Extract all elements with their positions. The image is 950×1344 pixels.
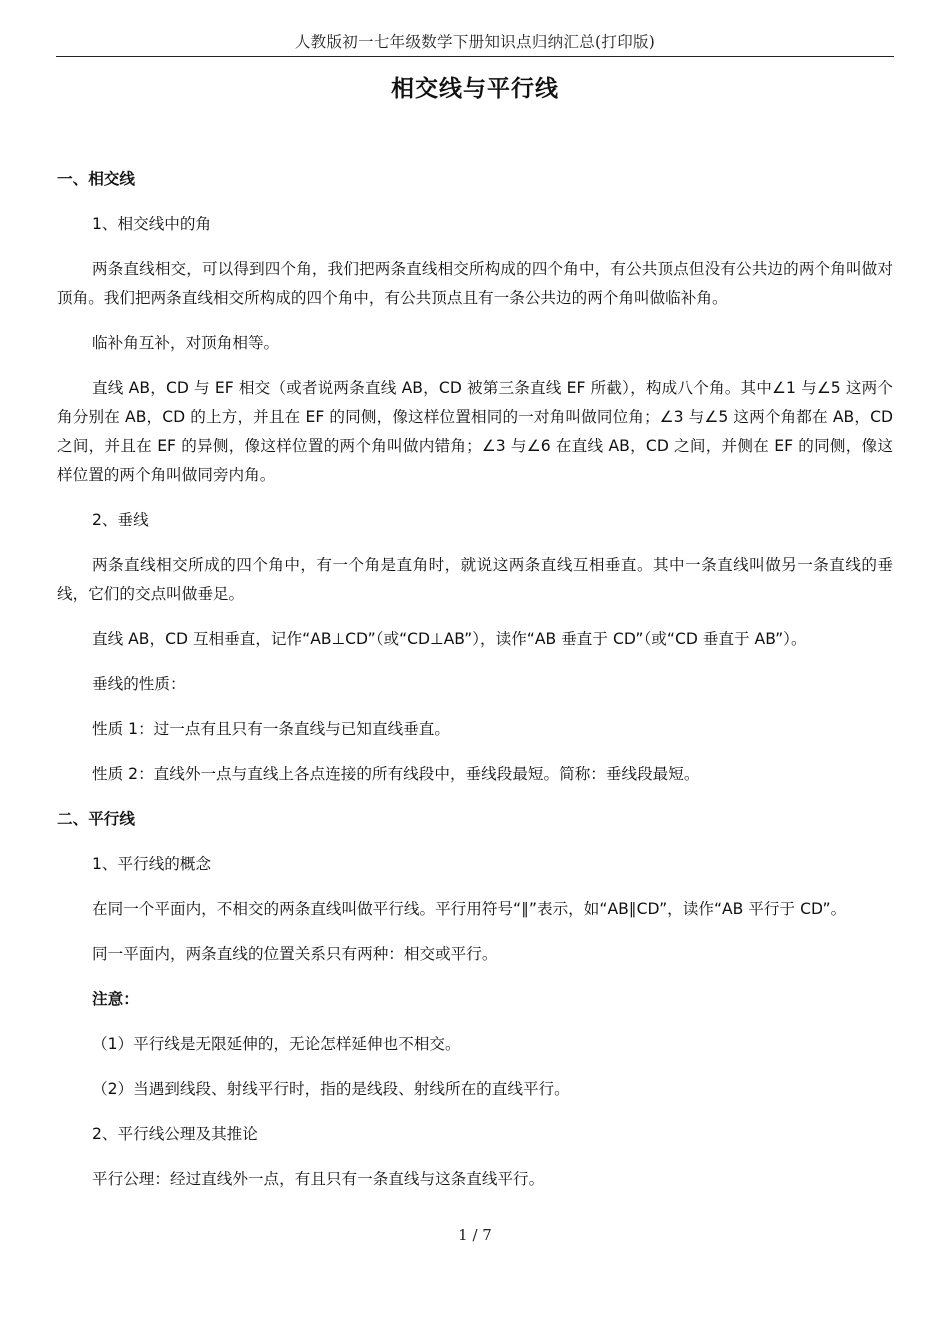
note-item-2: （2）当遇到线段、射线平行时，指的是线段、射线所在的直线平行。 [92,1080,570,1098]
paragraph-eight-angles: 直线 AB，CD 与 EF 相交（或者说两条直线 AB，CD 被第三条直线 EF 所截），构成八个角。其中∠1 与∠5 这两个角分别在 AB，CD 的上方，并且在 EF 的同侧，像这样位置相同的一对角叫做同位角；∠3 与∠5 这两个角都在 AB，CD 之间，并且在 EF 的异侧，像这样位置的两个角叫做内错角；∠3 与∠6 在直线 AB，CD 之间，并侧在 EF 的同侧，像这样位置的两个角叫做同旁内角。 [57,379,893,484]
paragraph-perpendicular-notation: 直线 AB，CD 互相垂直，记作“AB⊥CD”（或“CD⊥AB”），读作“AB 垂直于 CD”（或“CD 垂直于 AB”）。 [92,630,807,648]
paragraph-angle-relations: 临补角互补，对顶角相等。 [92,334,280,352]
section-heading-parallel-lines: 二、平行线 [57,810,135,828]
paragraph-vertical-angles: 两条直线相交，可以得到四个角，我们把两条直线相交所构成的四个角中，有公共顶点但没有公共边的两个角叫做对顶角。我们把两条直线相交所构成的四个角中，有公共顶点且有一条公共边的两个角叫做临补角。 [57,260,893,307]
note-item-1: （1）平行线是无限延伸的，无论怎样延伸也不相交。 [92,1035,461,1053]
subsection-heading-parallel-concept: 1、平行线的概念 [92,855,212,873]
page-number: 1 / 7 [458,1226,492,1244]
paragraph-line-relations: 同一平面内，两条直线的位置关系只有两种：相交或平行。 [92,945,498,963]
document-body [57,165,893,1210]
section-heading-intersecting-lines: 一、相交线 [57,170,135,188]
paragraph-property-1: 性质 1：过一点有且只有一条直线与已知直线垂直。 [92,720,450,738]
paragraph-parallel-axiom: 平行公理：经过直线外一点，有且只有一条直线与这条直线平行。 [92,1170,545,1188]
paragraph-property-2: 性质 2：直线外一点与直线上各点连接的所有线段中，垂线段最短。简称：垂线段最短。 [92,765,700,783]
running-header: 人教版初一七年级数学下册知识点归纳汇总(打印版) [294,33,656,51]
paragraph-perpendicular-definition: 两条直线相交所成的四个角中，有一个角是直角时，就说这两条直线互相垂直。其中一条直线叫做另一条直线的垂线，它们的交点叫做垂足。 [57,556,893,603]
document-title: 相交线与平行线 [391,76,559,102]
subsection-heading-perpendicular: 2、垂线 [92,511,149,529]
subsection-heading-parallel-axiom: 2、平行线公理及其推论 [92,1125,258,1143]
paragraph-perpendicular-properties: 垂线的性质： [92,675,186,693]
paragraph-parallel-definition: 在同一个平面内，不相交的两条直线叫做平行线。平行用符号“∥”表示，如“AB∥CD”，读作“AB 平行于 CD”。 [92,900,847,918]
subsection-heading-angles: 1、相交线中的角 [92,215,212,233]
note-label: 注意： [92,990,139,1008]
header-divider [56,56,894,57]
